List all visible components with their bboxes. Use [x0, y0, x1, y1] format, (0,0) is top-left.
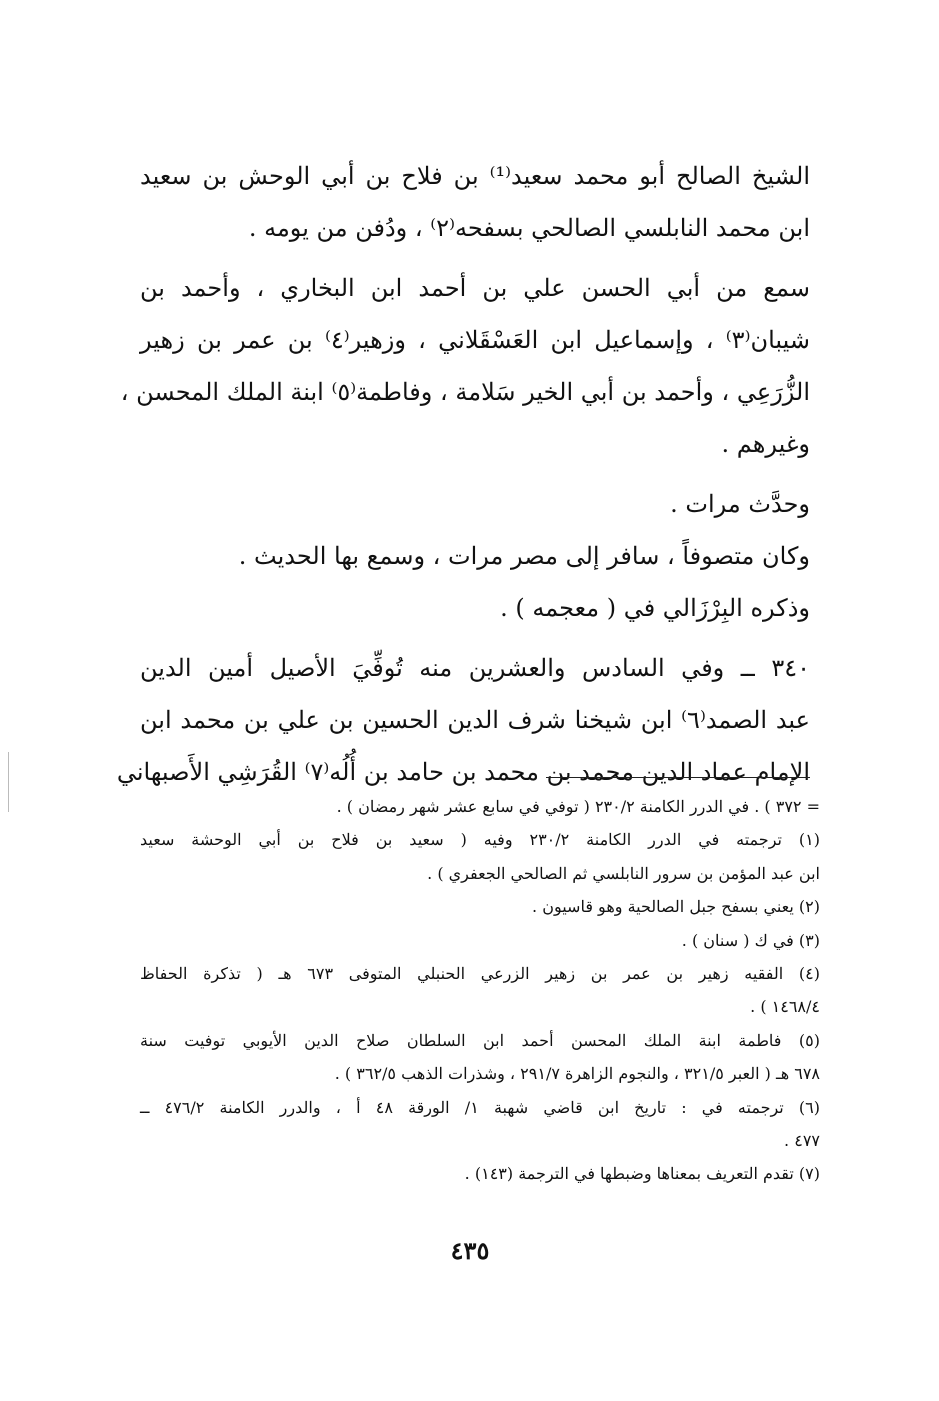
footnote-line: ٤٧٧ . — [784, 1131, 820, 1151]
page-number: ٤٣٥ — [450, 1236, 490, 1265]
entry-heading-line: ٣٤٠ ــ وفي السادس والعشرين منه تُوفِّيَ الأصيل أمين الدين — [140, 654, 810, 682]
footnote-line: = ٣٧٢ ) . في الدرر الكامنة ٢٣٠/٢ ( توفي في سابع عشر شهر رمضان ) . — [336, 797, 820, 816]
text-line: سمع من أبي الحسن علي بن أحمد ابن البخاري ، وأحمد بن — [140, 274, 811, 302]
text-line: الشيخ الصالح أبو محمد سعيد⁽¹⁾ بن فلاح بن أبي الوحش بن سعيد — [140, 162, 810, 190]
text-line: وغيرهم . — [721, 430, 810, 458]
footnote-line: (٥) فاطمة ابنة الملك المحسن أحمد ابن السلطان صلاح الدين الأيوبي توفيت سنة — [140, 1030, 820, 1050]
footnote-line: (٧) تقدم التعريف بمعناها وضبطها في الترجمة (١٤٣) . — [464, 1164, 820, 1184]
footnote-line: (٣) في ك ( سنان ) . — [681, 930, 820, 950]
text-line: وحدَّث مرات . — [670, 490, 810, 518]
footnotes — [140, 790, 820, 1191]
footnote-line: (٤) الفقيه زهير بن عمر بن زهير الزرعي الحنبلي المتوفى ٦٧٣ هـ ( تذكرة الحفاظ — [140, 964, 821, 984]
footnote-line: ١٤٦٨/٤ ) . — [750, 997, 820, 1017]
footnote-line: ٦٧٨ هـ ( العبر ٣٢١/٥ ، والنجوم الزاهرة ٢٩١/٧ ، وشذرات الذهب ٣٦٢/٥ ) . — [334, 1064, 820, 1084]
footnote-line: ابن عبد المؤمن بن سرور النابلسي ثم الصالحي الجعفري ) . — [427, 863, 820, 883]
text-line: ابن محمد النابلسي الصالحي بسفحه⁽٢⁾ ، ودُفن من يومه . — [248, 214, 810, 242]
text-line: الإمام عماد الدين محمد بن محمد بن حامد بن أُلُه⁽٧⁾ القُرَشِي الأَصبهاني — [116, 758, 810, 786]
main-text — [116, 150, 811, 798]
text-line: الزُّرَعِي ، وأحمد بن أبي الخير سَلامة ، وفاطمة⁽٥⁾ ابنة الملك المحسن ، — [120, 378, 810, 406]
footnote-line: (١) ترجمته في الدرر الكامنة ٢٣٠/٢ وفيه ( سعيد بن فلاح بن أبي الوحشة سعيد — [140, 830, 820, 850]
text-line: شيبان⁽٣⁾ ، وإسماعيل ابن العَسْقَلاني ، وزهير⁽٤⁾ بن عمر بن زهير — [140, 326, 810, 354]
footnote-line: (٦) ترجمته في : تاريخ ابن قاضي شهبة ١/ الورقة ٤٨ أ ، والدرر الكامنة ٤٧٦/٢ ــ — [140, 1097, 820, 1117]
text-line: وذكره البِرْزَالي في ( معجمه ) . — [500, 594, 810, 622]
text-line: عبد الصمد⁽٦⁾ ابن شيخنا شرف الدين الحسين بن علي بن محمد ابن — [140, 706, 810, 734]
footnote-divider — [546, 777, 810, 778]
footnote-line: (٢) يعني بسفح جبل الصالحية وهو قاسيون . — [532, 897, 820, 917]
text-line: وكان متصوفاً ، سافر إلى مصر مرات ، وسمع بها الحديث . — [238, 542, 810, 570]
scan-margin-mark — [8, 752, 9, 812]
